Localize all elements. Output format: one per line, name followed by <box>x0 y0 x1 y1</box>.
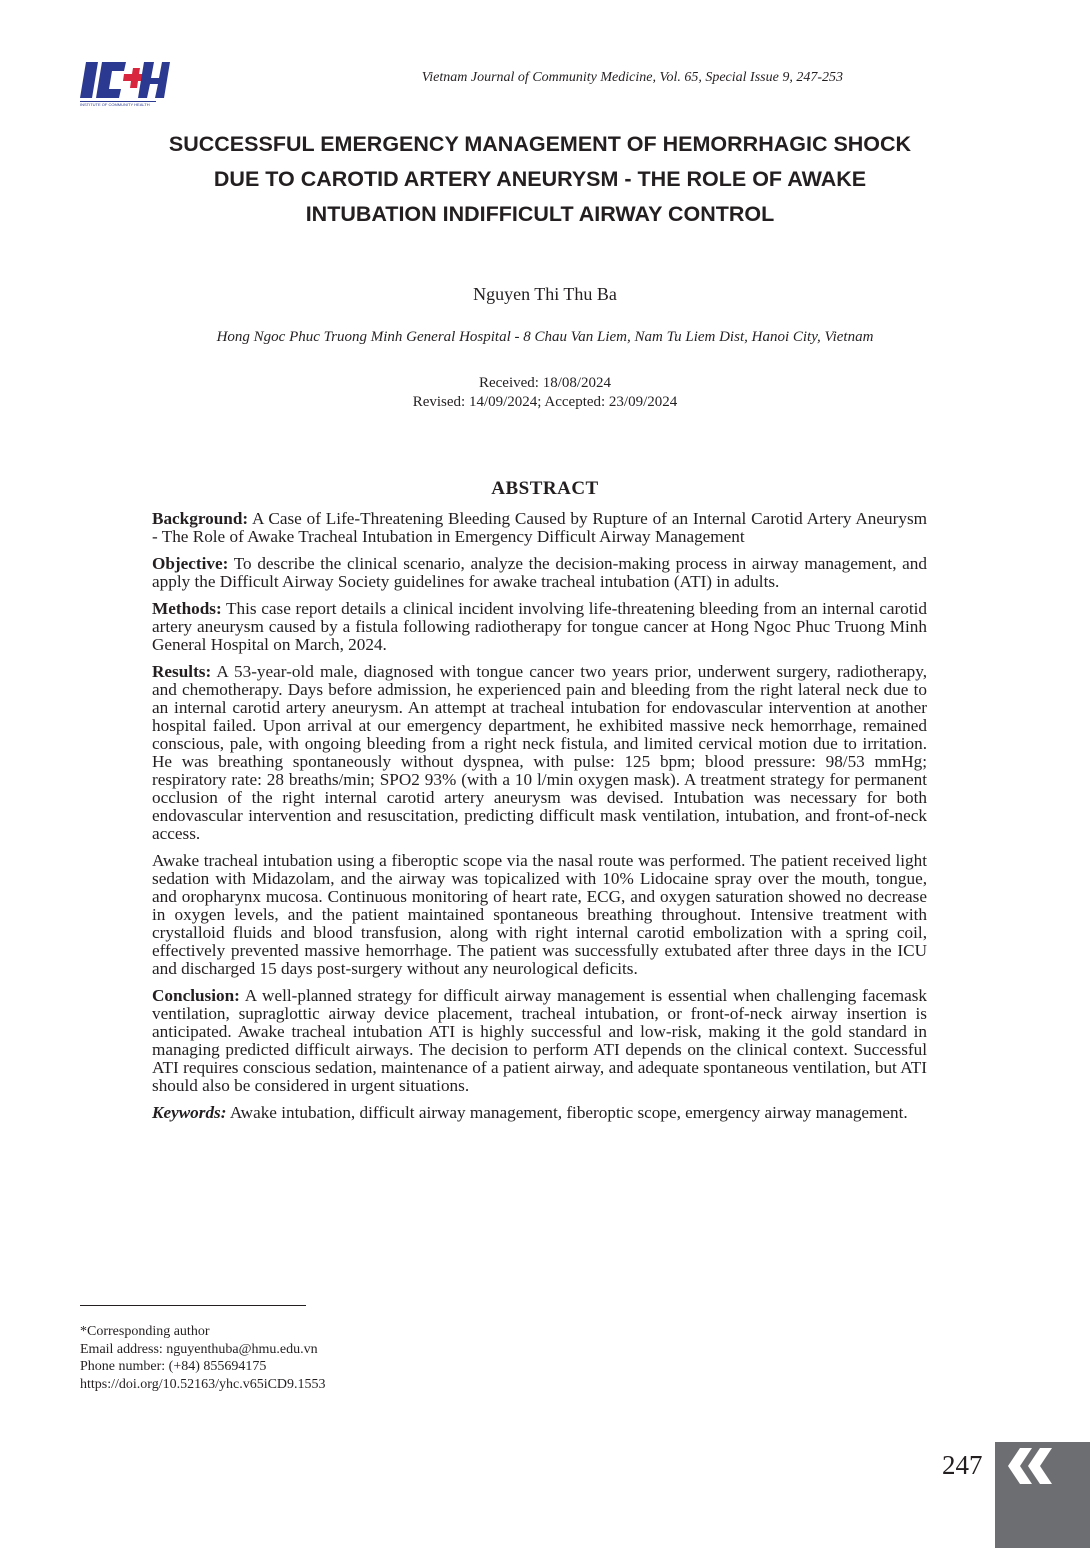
background-text: A Case of Life-Threatening Bleeding Caused by Rupture of an Internal Carotid Artery Aneurysm - The Role of Awake Tracheal Intubation in Emergency Difficult Airway Management <box>152 509 927 546</box>
conclusion-text: A well-planned strategy for difficult airway management is essential when challenging facemask ventilation, supraglottic airway device placement, tracheal intubation, or front-of-neck airway insertion is anticipated. Awake tracheal intubation ATI is highly successful and low-risk, making it the gold standard in managing predicted difficult airways. The decision to perform ATI depends on the clinical context. Successful ATI requires conscious sedation, maintenance of a patient airway, and adequate spontaneous ventilation, but ATI should also be considered in urgent situations. <box>152 986 927 1095</box>
corresponding-author: *Corresponding author <box>80 1324 210 1339</box>
background-label: Background: <box>152 509 249 528</box>
footnote <box>80 1323 326 1393</box>
title-line: SUCCESSFUL EMERGENCY MANAGEMENT OF HEMORRHAGIC SHOCK <box>168 132 912 156</box>
keywords-label: Keywords: <box>152 1103 227 1122</box>
dates <box>0 374 1090 412</box>
title-line: INTUBATION INDIFFICULT AIRWAY CONTROL <box>305 202 775 226</box>
revised-accepted-date: Revised: 14/09/2024; Accepted: 23/09/2024 <box>412 394 678 410</box>
paper-title <box>110 127 970 232</box>
results-label: Results: <box>152 662 212 681</box>
footnote-divider <box>80 1305 306 1306</box>
email-address: Email address: nguyenthuba@hmu.edu.vn <box>80 1341 318 1357</box>
abstract-methods <box>152 600 927 654</box>
page-number: 247 <box>942 1450 983 1480</box>
logo-caption: INSTITUTE OF COMMUNITY HEALTH <box>80 102 150 107</box>
journal-citation: Vietnam Journal of Community Medicine, Vol. 65, Special Issue 9, 247-253 <box>421 70 843 85</box>
objective-text: To describe the clinical scenario, analyze the decision-making process in airway management, and apply the Difficult Airway Society guidelines for awake tracheal intubation (ATI) in adults. <box>152 554 927 591</box>
phone-number: Phone number: (+84) 855694175 <box>80 1359 267 1374</box>
double-chevron-left-icon <box>998 1446 1058 1486</box>
methods-text: This case report details a clinical incident involving life-threatening bleeding from an internal carotid artery aneurysm caused by a fistula following radiotherapy for tongue cancer at Hong Ngoc Phuc Truong Minh General Hospital on March, 2024. <box>152 599 927 654</box>
conclusion-label: Conclusion: <box>152 986 240 1005</box>
keywords-text: Awake intubation, difficult airway management, fiberoptic scope, emergency airway management. <box>226 1103 908 1122</box>
doi-link[interactable]: https://doi.org/10.52163/yhc.v65iCD9.1553 <box>80 1376 326 1392</box>
methods-label: Methods: <box>152 599 222 618</box>
abstract-conclusion <box>152 987 927 1095</box>
abstract-heading: ABSTRACT <box>491 478 599 499</box>
abstract-results <box>152 663 927 843</box>
results-text: A 53-year-old male, diagnosed with tongue cancer two years prior, underwent surgery, radiotherapy, and chemotherapy. Days before admission, he experienced pain and bleeding from the right lateral neck due to an internal carotid artery aneurysm. An attempt at tracheal intubation for endovascular intervention at another hospital failed. Upon arrival at our emergency department, he exhibited massive neck hemorrhage, remained conscious, pale, with ongoing bleeding from a right neck fistula, and limited cervical motion due to irritation. He was breathing spontaneously without dyspnea, with pulse: 125 bpm; blood pressure: 98/53 mmHg; respiratory rate: 28 breaths/min; SPO2 93% (with a 10 l/min oxygen mask). A treatment strategy for permanent occlusion of the right internal carotid artery aneurysm was devised. Intubation was necessary for both endovascular intervention and resuscitation, predicting difficult mask ventilation, intubation, and front-of-neck access. <box>152 662 927 843</box>
abstract-background <box>152 510 927 546</box>
affiliation: Hong Ngoc Phuc Truong Minh General Hospital - 8 Chau Van Liem, Nam Tu Liem Dist, Hanoi City, Vietnam <box>216 329 874 345</box>
abstract-body <box>152 510 927 1131</box>
author-name: Nguyen Thi Thu Ba <box>473 284 617 304</box>
abstract-results-continued: Awake tracheal intubation using a fiberoptic scope via the nasal route was performed. The patient received light sedation with Midazolam, and the airway was topicalized with 10% Lidocaine spray over the mouth, tongue, and oropharynx mucosa. Continuous monitoring of heart rate, ECG, and oxygen saturation showed no decrease in oxygen levels, and the patient maintained spontaneous breathing throughout. Intensive treatment with crystalloid fluids and blood transfusion, along with right internal carotid embolization with a spring coil, effectively prevented massive hemorrhage. The patient was successfully extubated after three days in the ICU and discharged 15 days post-surgery without any neurological deficits. <box>152 851 927 978</box>
received-date: Received: 18/08/2024 <box>478 375 612 391</box>
objective-label: Objective: <box>152 554 229 573</box>
abstract-keywords <box>152 1104 927 1122</box>
abstract-objective <box>152 555 927 591</box>
title-line: DUE TO CAROTID ARTERY ANEURYSM - THE ROLE OF AWAKE <box>213 167 867 191</box>
